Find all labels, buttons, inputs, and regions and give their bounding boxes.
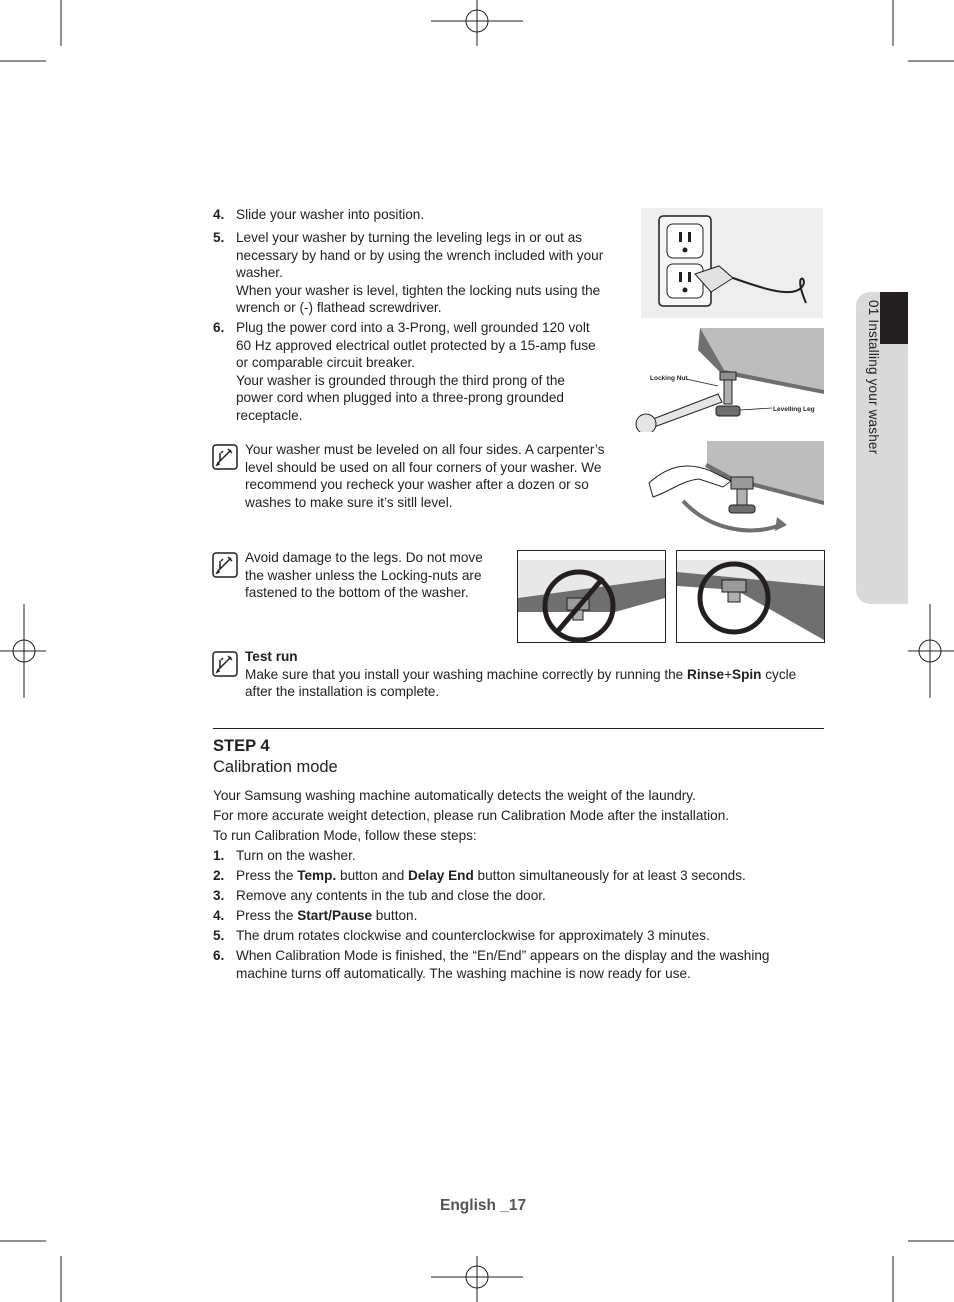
step-number: 2.: [213, 868, 225, 883]
wrench-leveling-figure: [632, 328, 824, 432]
step-number: 5.: [213, 230, 225, 245]
locking-nut-label: Locking Nut: [650, 375, 688, 382]
note-text: [245, 549, 483, 602]
calibration-step-3: [213, 887, 546, 905]
step-text: Turn on the washer.: [236, 848, 356, 863]
step-number: 5.: [213, 928, 225, 943]
note-leveling: [212, 441, 632, 521]
step-text-line: power cord when plugged into a three-prong grounded: [236, 390, 564, 406]
calibration-step-5: [213, 927, 710, 945]
note-pencil-icon: [212, 444, 238, 470]
calibration-step-1: [213, 847, 356, 865]
calibration-step-4: 4. Press the Start/Pause button.: [213, 908, 418, 923]
note-pencil-icon: [212, 651, 238, 677]
step-text-line: machine turns off automatically. The washing machine is now ready for use.: [236, 965, 691, 981]
step-text-line: When your washer is level, tighten the locking nuts using the: [236, 282, 601, 298]
step-text: The drum rotates clockwise and counterclockwise for approximately 3 minutes.: [236, 928, 710, 943]
note-text: [245, 648, 835, 701]
step-text: Slide your washer into position.: [236, 207, 425, 222]
test-run-title: Test run: [245, 649, 298, 664]
spin-cycle-name: Spin: [732, 666, 762, 682]
step-text: Remove any contents in the tub and close the door.: [236, 888, 546, 903]
note-line: fastened to the bottom of the washer.: [245, 585, 469, 601]
step-text-line: necessary by hand or by using the wrench included with your: [236, 247, 604, 263]
step-text-line: Your washer is grounded through the third prong of the: [236, 372, 565, 388]
note-avoid-damage: [212, 549, 512, 609]
install-step-5: [213, 229, 603, 317]
step4-subtitle: Calibration mode: [213, 758, 338, 776]
start-pause-button-name: Start/Pause: [297, 908, 373, 923]
step-text-line: wrench or (-) flathead screwdriver.: [236, 300, 442, 316]
step4-intro-line: For more accurate weight detection, please run Calibration Mode after the installation.: [213, 808, 730, 823]
step-text-line: Level your washer by turning the leveling legs in or out as: [236, 230, 583, 245]
step-text-line: When Calibration Mode is finished, the “En/End” appears on the display and the washing: [236, 948, 770, 963]
note-test-run: [212, 648, 832, 704]
step-text-line: receptacle.: [236, 407, 303, 423]
step4-title: STEP 4: [213, 737, 270, 755]
rinse-cycle-name: Rinse: [687, 666, 725, 682]
step-text-line: Plug the power cord into a 3-Prong, well grounded 120 volt: [236, 320, 590, 335]
chapter-tab-marker: [880, 292, 908, 344]
test-run-line-2: after the installation is complete.: [245, 684, 440, 700]
note-line: washes to make sure it’s sitll level.: [245, 494, 453, 510]
note-line: Avoid damage to the legs. Do not move: [245, 550, 483, 565]
delay-end-button-name: Delay End: [408, 868, 474, 883]
note-line: level should be used on all four corners of your washer. We: [245, 459, 602, 475]
calibration-step-2: 2. Press the Temp. button and Delay End button simultaneously for at least 3 seconds.: [213, 868, 746, 883]
page-number: English _17: [440, 1197, 527, 1214]
step-number: 1.: [213, 848, 225, 863]
step-number: 6.: [213, 948, 225, 963]
correct-leg-figure: [676, 550, 825, 643]
prohibited-leg-figure: [517, 550, 666, 643]
step-text-line: or comparable circuit breaker.: [236, 355, 416, 371]
levelling-leg-label: Levelling Leg: [773, 406, 815, 413]
outlet-plug-figure: [641, 208, 823, 318]
install-step-6: [213, 319, 596, 425]
hand-adjusting-leg-figure: [641, 441, 824, 541]
note-pencil-icon: [212, 552, 238, 578]
step-number: 4.: [213, 207, 225, 222]
note-text: [245, 441, 604, 511]
step-number: 4.: [213, 908, 225, 923]
temp-button-name: Temp.: [297, 868, 337, 883]
step-number: 3.: [213, 888, 225, 903]
test-run-line: Make sure that you install your washing machine correctly by running the Rinse+Spin cycle: [245, 666, 797, 682]
chapter-tab-label: 01 Installing your washer: [866, 300, 881, 455]
step4-intro-line: Your Samsung washing machine automatically detects the weight of the laundry.: [213, 788, 696, 803]
step4-intro-line: To run Calibration Mode, follow these steps:: [213, 828, 477, 843]
step-number: 6.: [213, 320, 225, 335]
note-line: the washer unless the Locking-nuts are: [245, 567, 482, 583]
section-divider: [213, 728, 824, 729]
note-line: recommend you recheck your washer after a dozen or so: [245, 477, 589, 493]
calibration-step-6: [213, 947, 770, 982]
note-line: Your washer must be leveled on all four sides. A carpenter’s: [245, 442, 605, 457]
step-text-line: 60 Hz approved electrical outlet protected by a 15-amp fuse: [236, 337, 596, 353]
install-step-4: [213, 206, 424, 224]
step-text-line: washer.: [236, 265, 283, 281]
